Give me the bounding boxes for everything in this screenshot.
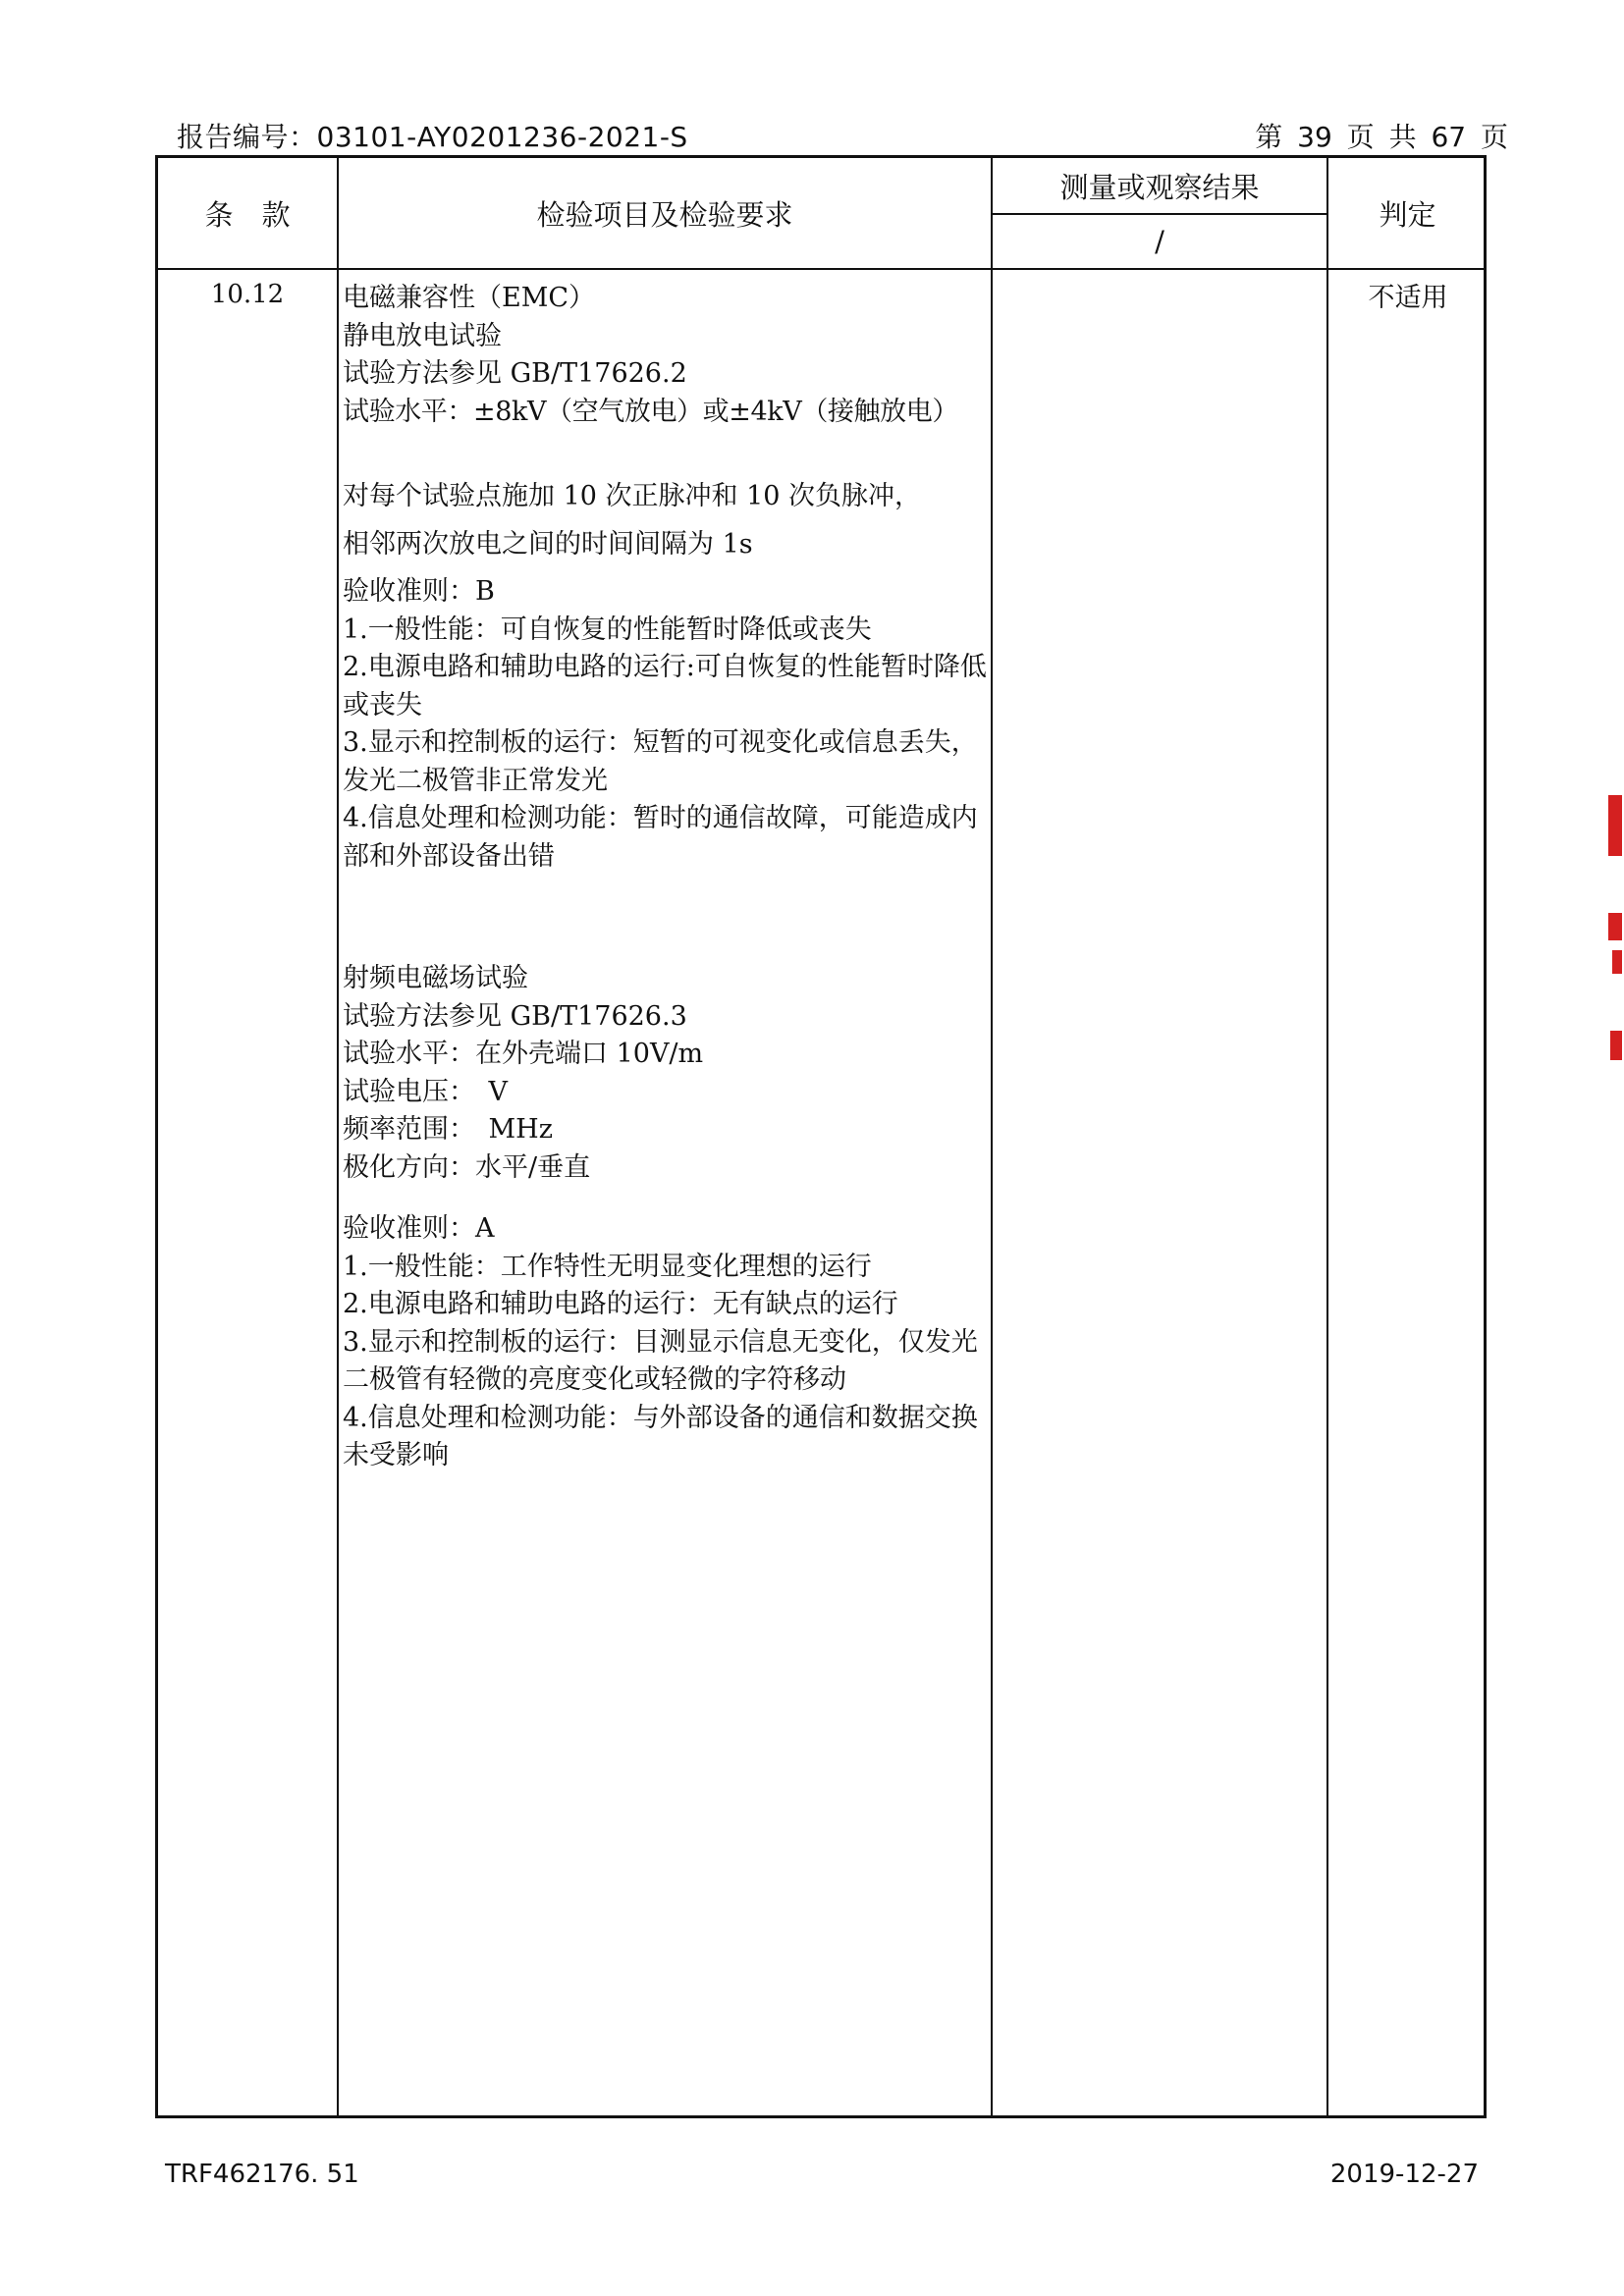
requirement-line: 2.电源电路和辅助电路的运行:可自恢复的性能暂时降低或丧失 (343, 652, 987, 721)
revision-date: 2019-12-27 (1329, 2160, 1479, 2189)
requirement-line: 静电放电试验 (343, 320, 502, 351)
requirement-line: 极化方向：水平/垂直 (343, 1151, 591, 1183)
page-indicator: 第 39 页 共 67 页 (1255, 121, 1508, 153)
requirement-line: 3.显示和控制板的运行：目测显示信息无变化，仅发光二极管有轻微的亮度变化或轻微的字符移动 (343, 1326, 978, 1395)
requirement-line: 3.显示和控制板的运行：短暂的可视变化或信息丢失，发光二极管非正常发光 (343, 727, 978, 796)
requirement-line: 4.信息处理和检测功能：与外部设备的通信和数据交换未受影响 (343, 1402, 978, 1470)
seal-mark (1608, 913, 1622, 940)
column-divider (991, 158, 993, 2115)
verdict-value: 不适用 (1368, 283, 1448, 313)
clause-number: 10.12 (210, 280, 285, 309)
column-divider (337, 158, 339, 2115)
header-items: 检验项目及检验要求 (536, 197, 793, 232)
column-divider (1326, 158, 1328, 2115)
requirement-line: 相邻两次放电之间的时间间隔为 1s (343, 528, 753, 560)
header-result-sub: / (1155, 225, 1164, 258)
requirement-line: 1.一般性能：工作特性无明显变化理想的运行 (343, 1251, 872, 1282)
requirement-line: 1.一般性能：可自恢复的性能暂时降低或丧失 (343, 614, 872, 645)
requirement-line: 对每个试验点施加 10 次正脉冲和 10 次负脉冲， (343, 481, 922, 511)
seal-mark (1608, 795, 1622, 856)
header-clause: 条 款 (204, 197, 291, 232)
inspection-table (155, 155, 1487, 2118)
requirement-line: 验收准则：A (343, 1213, 495, 1244)
requirement-line: 频率范围： MHz (343, 1114, 553, 1145)
requirements-text (343, 280, 991, 1475)
seal-mark (1610, 1031, 1622, 1060)
requirement-line: 试验电压： V (343, 1076, 508, 1107)
requirement-line: 试验方法参见 GB/T17626.3 (343, 1000, 687, 1032)
requirement-line: 射频电磁场试验 (343, 963, 528, 993)
requirement-line: 试验水平：在外壳端口 10V/m (343, 1039, 704, 1069)
seal-mark (1612, 950, 1622, 974)
requirement-line: 电磁兼容性（EMC） (343, 283, 596, 313)
requirement-line: 试验水平：±8kV（空气放电）或±4kV（接触放电） (343, 396, 958, 427)
requirement-line: 2.电源电路和辅助电路的运行：无有缺点的运行 (343, 1289, 898, 1319)
seal-stamp-edge (1606, 785, 1624, 1080)
requirement-line: 验收准则：B (343, 576, 495, 607)
header-verdict: 判定 (1379, 197, 1436, 232)
requirement-line: 4.信息处理和检测功能：暂时的通信故障，可能造成内部和外部设备出错 (343, 803, 978, 872)
report-number: 报告编号：03101-AY0201236-2021-S (177, 121, 688, 153)
requirement-line: 试验方法参见 GB/T17626.2 (343, 358, 687, 389)
header-result: 测量或观察结果 (1059, 170, 1260, 204)
header-bottom-divider (158, 268, 1484, 270)
form-number: TRF462176. 51 (165, 2160, 359, 2189)
